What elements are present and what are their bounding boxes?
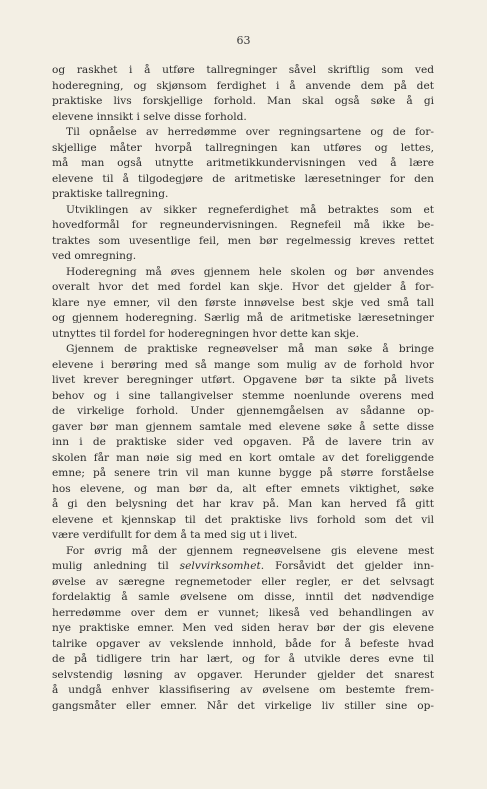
text-line: For øvrig må der gjennem regneøvelsene gis elevene mest bbox=[66, 544, 434, 557]
text-line: de virkelige forhold. Under gjennemgåelsen av sådanne op- bbox=[52, 405, 434, 417]
text-line: Utviklingen av sikker regneferdighet må betraktes som et bbox=[66, 203, 434, 216]
text-line: herredømme over dem er vunnet; likeså ved behandlingen av bbox=[52, 606, 434, 619]
text-line: traktes som uvesentlige feil, men bør regelmessig kreves rettet bbox=[52, 234, 434, 247]
text-line: Gjennem de praktiske regneøvelser må man søke å bringe bbox=[66, 343, 434, 355]
text-line: være verdifullt for dem å ta med sig ut i livet. bbox=[52, 529, 298, 541]
text-line: Hoderegning må øves gjennem hele skolen og bør anvendes bbox=[66, 265, 434, 278]
page-number: 63 bbox=[236, 34, 251, 47]
text-line: emne; på senere trin vil man kunne bygge på større forståelse bbox=[52, 467, 434, 479]
text-line: må man også utnytte aritmetikkundervisningen ved å lære bbox=[52, 157, 434, 169]
text-line: skjellige måter hvorpå tallregningen kan utføres og lettes, bbox=[52, 141, 434, 154]
emphasized-term: selvvirksomhet. bbox=[179, 560, 265, 572]
text-line: praktiske tallregning. bbox=[52, 188, 169, 200]
text-line-with-emphasis: mulig anledning til selvvirksomhet. Forsåvidt det gjelder inn- bbox=[52, 560, 434, 572]
text-line: utnyttes til fordel for hoderegningen hvor dette kan skje. bbox=[52, 327, 359, 340]
text-line: øvelse av særegne regnemetoder eller regler, er det selvsagt bbox=[52, 575, 434, 588]
text-line: selvstendig løsning av opgaver. Herunder gjelder det snarest bbox=[52, 668, 434, 681]
text-line: elevene til å tilgodegjøre de aritmetiske læresetninger for den bbox=[52, 172, 434, 185]
text-line: livet krever beregninger utført. Opgavene bør ta sikte på livets bbox=[52, 374, 434, 386]
text-line: behov og i sine tallangivelser stemme noenlunde overens med bbox=[52, 389, 434, 402]
body-text bbox=[52, 63, 434, 714]
text-line: klare nye emner, vil den første innøvelse best skje ved små tall bbox=[52, 296, 434, 309]
text-line: gaver bør man gjennem samtale med elevene søke å sette disse bbox=[52, 420, 434, 433]
text-line: og gjennem hoderegning. Særlig må de aritmetiske læresetninger bbox=[52, 312, 434, 324]
text-line: overalt hvor det med fordel kan skje. Hvor det gjelder å for- bbox=[52, 281, 434, 293]
text-line: Til opnåelse av herredømme over regningsartene og de for- bbox=[66, 126, 434, 138]
text-line: inn i de praktiske sider ved opgaven. På de lavere trin av bbox=[52, 436, 434, 448]
text-line: å undgå enhver klassifisering av øvelsene om bestemte frem- bbox=[52, 684, 434, 696]
text-line: hoderegning, og skjønsom ferdighet i å anvende dem på det bbox=[52, 79, 434, 92]
text-line: ved omregning. bbox=[52, 250, 137, 262]
text-line: gangsmåter eller emner. Når det virkelige liv stiller sine op- bbox=[52, 699, 434, 712]
text-line: elevene et kjennskap til det praktiske livs forhold som det vil bbox=[52, 513, 434, 526]
text-line: og raskhet i å utføre tallregninger såvel skriftlig som ved bbox=[52, 64, 434, 76]
text-line: elevene i berøring med så mange som mulig av de forhold hvor bbox=[52, 358, 434, 371]
text-line: fordelaktig å samle øvelsene om disse, inntil det nødvendige bbox=[52, 591, 434, 603]
text-line: skolen får man nøie sig med en kort omtale av det foreliggende bbox=[52, 451, 434, 464]
text-line: talrike opgaver av vekslende innhold, både for å befeste hvad bbox=[52, 637, 434, 650]
text-line: de på tidligere trin har lært, og for å utvikle deres evne til bbox=[52, 653, 434, 665]
text-line: nye praktiske emner. Men ved siden herav bør der gis elevene bbox=[52, 622, 434, 634]
text-line: elevene innsikt i selve disse forhold. bbox=[52, 110, 247, 123]
text-line: hos elevene, og man bør da, alt efter emnets viktighet, søke bbox=[52, 482, 434, 495]
text-line: praktiske livs forskjellige forhold. Man skal også søke å gi bbox=[52, 95, 434, 107]
text-line: å gi den belysning det har krav på. Man kan herved få gitt bbox=[52, 498, 434, 510]
text-line: hovedformål for regneundervisningen. Regnefeil må ikke be- bbox=[52, 219, 434, 231]
